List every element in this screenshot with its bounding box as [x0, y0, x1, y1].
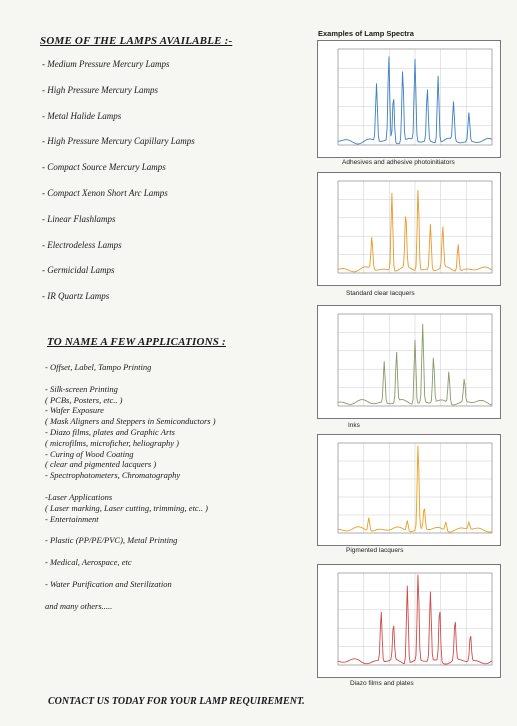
application-group: [45, 579, 315, 590]
lamp-item: - Compact Xenon Short Arc Lamps: [42, 187, 168, 198]
contact-line: CONTACT US TODAY FOR YOUR LAMP REQUIREMENT.: [48, 696, 305, 707]
application-line: ( microfilms, microficher, heliography ): [45, 437, 179, 448]
lamps-heading: SOME OF THE LAMPS AVAILABLE :-: [40, 35, 233, 47]
spectrum-chart-1: [318, 41, 500, 157]
applications-heading: TO NAME A FEW APPLICATIONS :: [47, 336, 226, 348]
lamp-item: - Compact Source Mercury Lamps: [42, 162, 166, 173]
spectra-title: Examples of Lamp Spectra: [318, 29, 414, 38]
spectrum-panel-4: [317, 434, 501, 546]
spectrum-panel-5: [317, 564, 501, 678]
spectrum-panel-2: [317, 172, 501, 286]
spectrum-caption-3: Inks: [348, 422, 360, 429]
application-line: - Water Purification and Sterilization: [45, 578, 172, 589]
spectrum-panel-3: [317, 305, 501, 419]
application-line: and many others.....: [45, 600, 113, 611]
application-list: [45, 362, 315, 623]
application-group: [45, 557, 315, 568]
application-line: - Wafer Exposure: [45, 405, 104, 416]
lamp-item: - IR Quartz Lamps: [42, 291, 110, 302]
lamp-item: - Metal Halide Lamps: [42, 110, 122, 121]
application-line: - Diazo films, plates and Graphic Arts: [45, 426, 175, 437]
spectrum-caption-4: Pigmented lacquers: [346, 547, 404, 554]
application-line: - Plastic (PP/PE/PVC), Metal Printing: [45, 535, 178, 546]
application-line: - Medical, Aerospace, etc: [45, 557, 132, 568]
application-line: -Laser Applications: [45, 491, 113, 502]
spectrum-caption-1: Adhesives and adhesive photoinitiators: [342, 159, 455, 166]
spectrum-chart-3: [318, 306, 500, 418]
application-group: [45, 362, 315, 373]
application-line: ( Mask Aligners and Steppers in Semiconductors ): [45, 416, 216, 427]
lamp-list: [42, 58, 195, 316]
spectrum-panel-1: [317, 40, 501, 158]
application-group: [45, 601, 315, 612]
application-group: [45, 384, 315, 481]
spectrum-caption-5: Diazo films and plates: [350, 680, 414, 687]
lamp-item: - Linear Flashlamps: [42, 213, 116, 224]
application-line: ( PCBs, Posters, etc.. ): [45, 394, 123, 405]
application-line: ( Laser marking, Laser cutting, trimming, etc.. ): [45, 502, 208, 513]
spectrum-caption-2: Standard clear lacquers: [346, 290, 415, 297]
application-line: - Silk-screen Printing: [45, 383, 118, 394]
lamp-item: - Medium Pressure Mercury Lamps: [42, 59, 170, 69]
lamp-item: - High Pressure Mercury Lamps: [42, 84, 158, 95]
application-group: [45, 535, 315, 546]
application-line: - Entertainment: [45, 513, 99, 524]
lamp-item: - High Pressure Mercury Capillary Lamps: [42, 136, 195, 147]
spectrum-chart-4: [318, 435, 500, 545]
lamp-item: - Electrodeless Lamps: [42, 239, 122, 250]
spectrum-chart-5: [318, 565, 500, 677]
spectrum-chart-2: [318, 173, 500, 285]
application-line: - Curing of Wood Coating: [45, 448, 134, 459]
application-line: - Offset, Label, Tampo Printing: [45, 362, 152, 372]
application-line: ( clear and pigmented lacquers ): [45, 459, 157, 470]
application-line: - Spectrophotometers, Chromatography: [45, 470, 181, 481]
lamp-item: - Germicidal Lamps: [42, 265, 115, 276]
application-group: [45, 492, 315, 524]
